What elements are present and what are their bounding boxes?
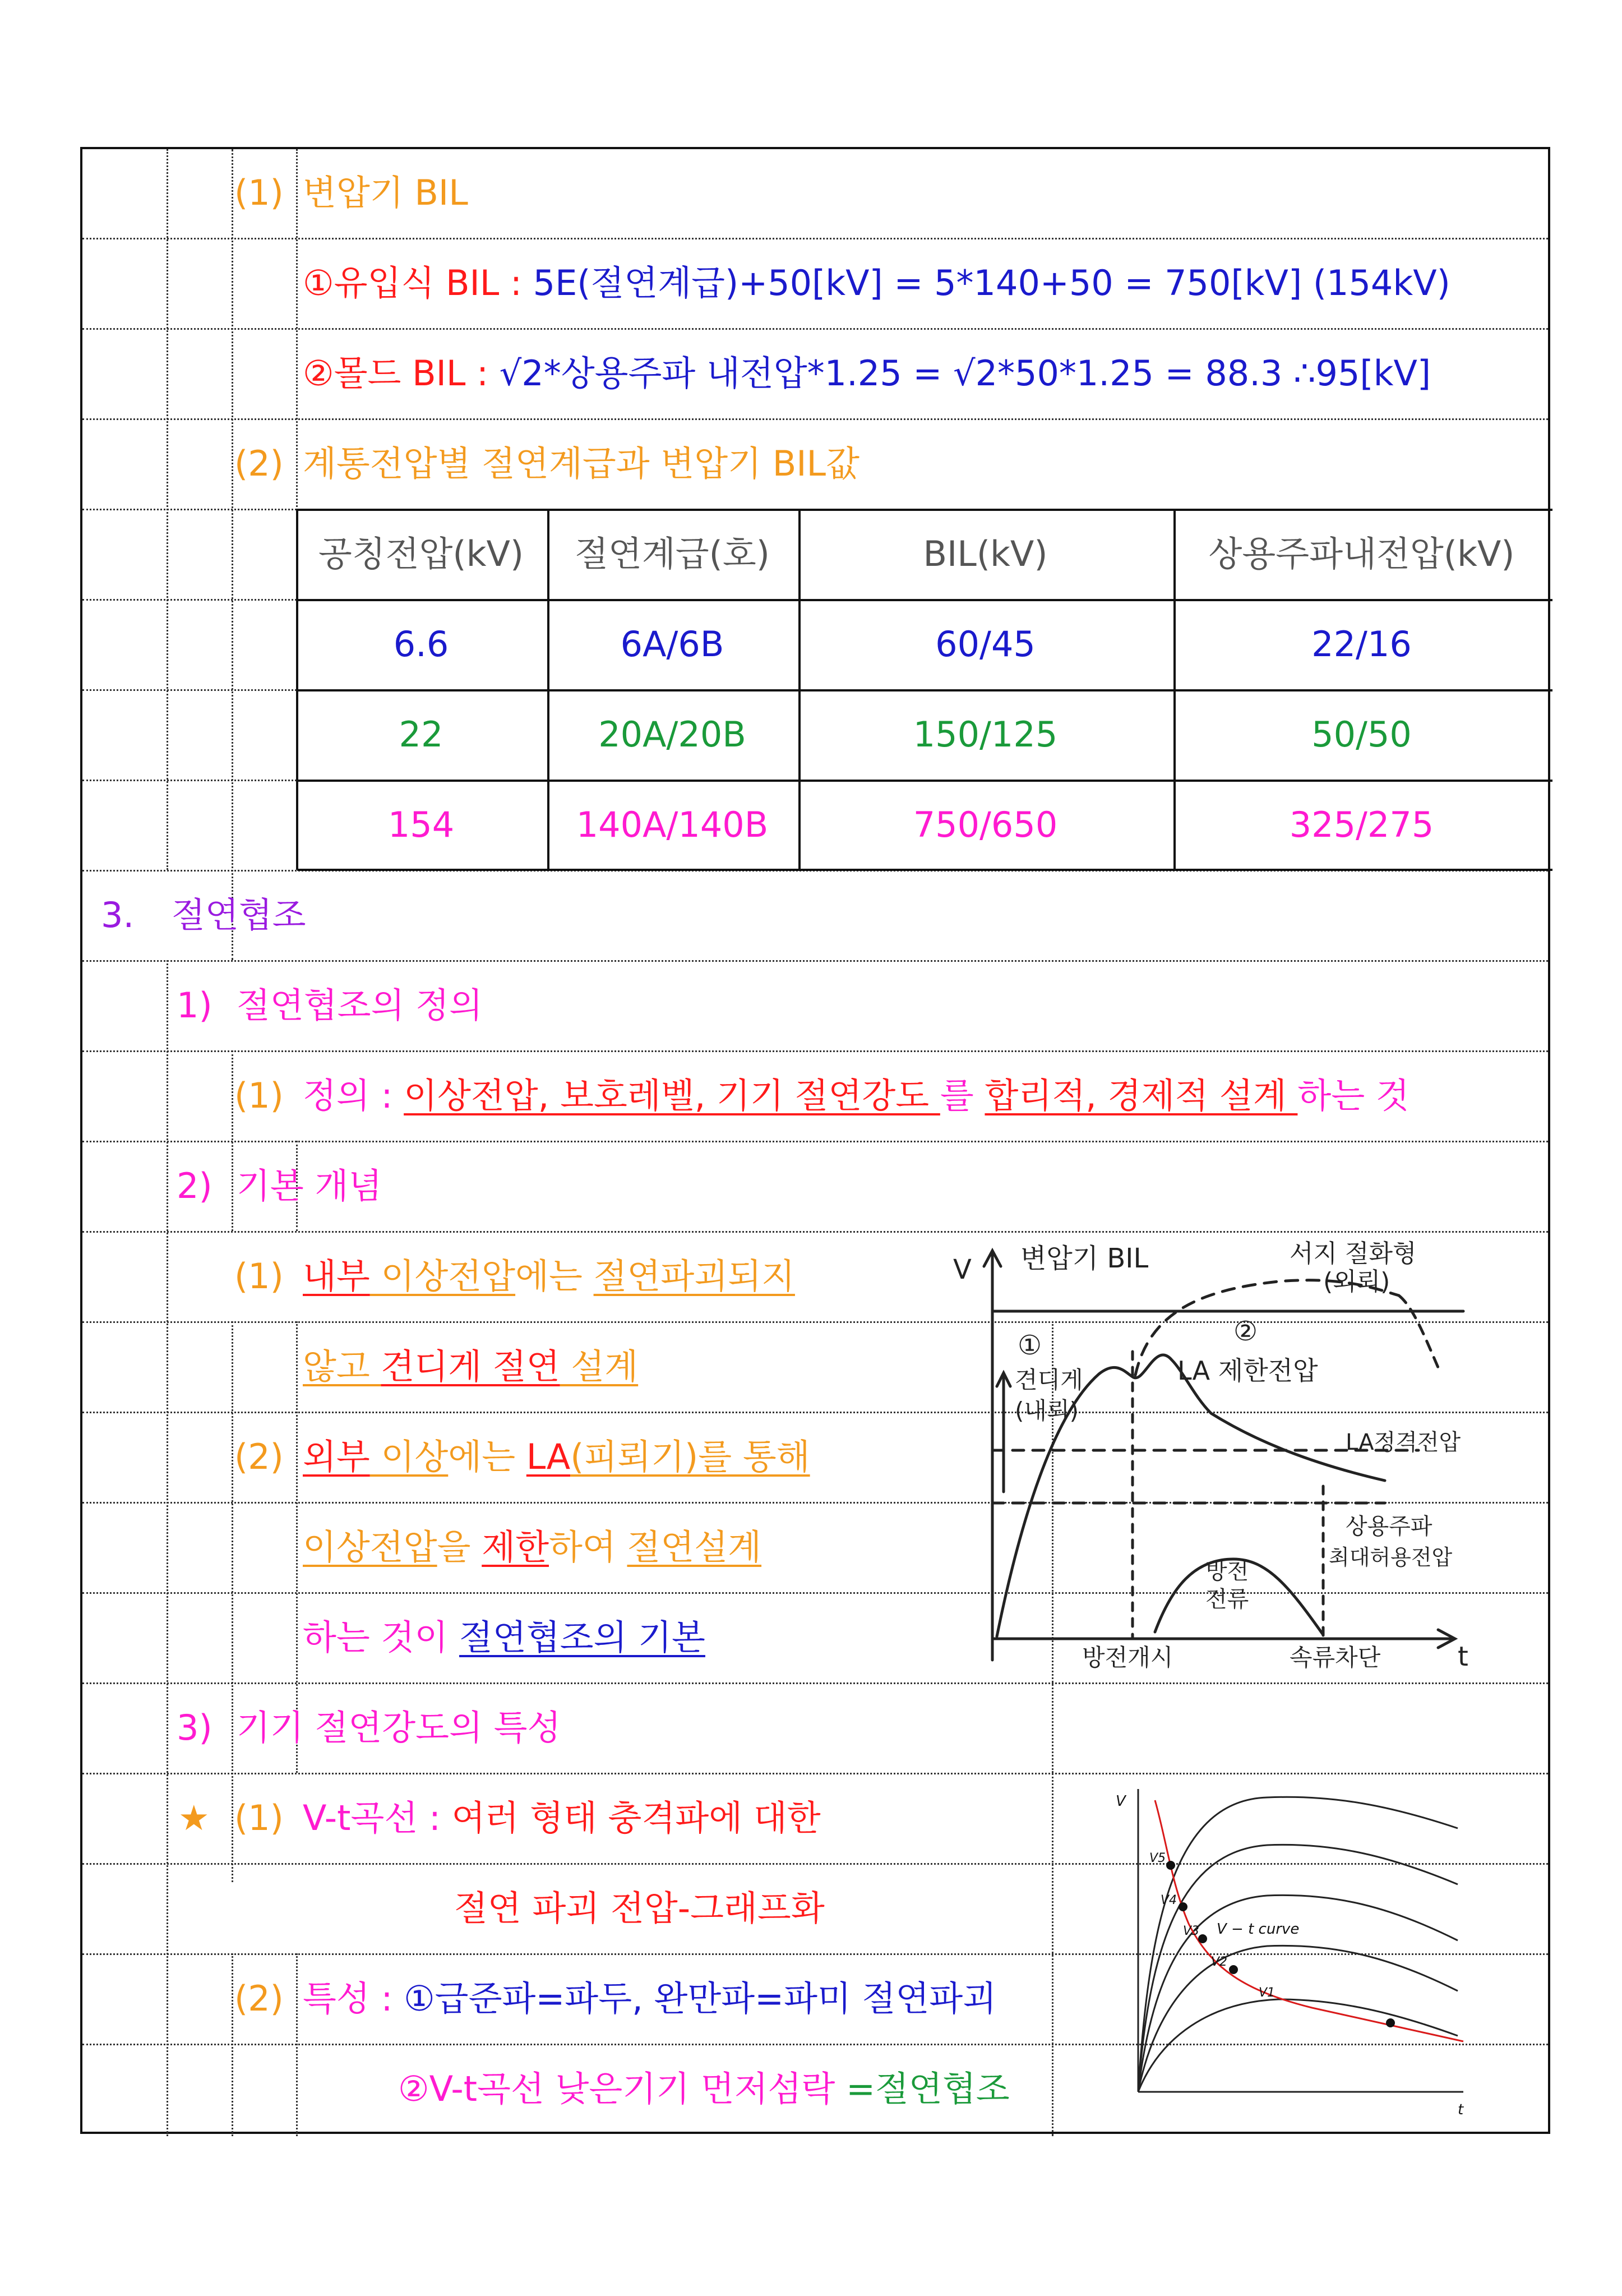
item-number: (1): [234, 172, 284, 213]
sketch-current: 방전: [1205, 1559, 1249, 1584]
vt-t-label: t: [1458, 2101, 1464, 2118]
definition-prefix: 정의 :: [303, 1075, 404, 1116]
vt-v-label: V: [1116, 1793, 1126, 1810]
concept-text: 설계: [560, 1346, 639, 1387]
subsection-number: 3): [177, 1707, 212, 1748]
vt-point-1: [1386, 2018, 1395, 2027]
vt-label-v3: V3: [1183, 1924, 1200, 1938]
mold-bil-formula: √2*상용주파 내전압*1.25 = √2*50*1.25 = 88.3 ∴95[kV]: [499, 353, 1431, 394]
sketch-la-limit: LA 제한전압: [1177, 1356, 1318, 1386]
vt-text: ①급준파=파두, 완만파=파미 절연파괴: [404, 1978, 997, 2019]
sketch-one: ①: [1018, 1330, 1042, 1361]
sketch-bil-label: 변압기 BIL: [1020, 1243, 1149, 1274]
subsection-number: 1): [177, 985, 212, 1026]
vt-text: 여러 형태 충격파에 대한: [451, 1797, 821, 1838]
sketch-withstand: 견디게: [1015, 1366, 1083, 1394]
subsection-number: 2): [177, 1165, 212, 1206]
concept-text: 이상전압: [303, 1527, 437, 1567]
definition-part4: 하는 것: [1297, 1075, 1410, 1116]
section-title-transformer-bil: 변압기 BIL: [303, 172, 468, 213]
vt-point-4: [1179, 1902, 1187, 1911]
vt-text: 특성 :: [303, 1978, 404, 2019]
sketch-v-label: V: [953, 1254, 972, 1285]
concept-line-3: [303, 1436, 810, 1477]
item-number: (1): [234, 1797, 284, 1838]
vt-curve-figure: [1099, 1772, 1480, 2126]
vt-label-v5: V5: [1149, 1851, 1166, 1865]
surge-coordination-sketch: [919, 1228, 1480, 1671]
vt-wave-1: [1138, 1999, 1458, 2092]
table-cell: 6.6: [393, 624, 449, 665]
item-number: (2): [234, 1978, 284, 2019]
concept-text: 이상전압: [369, 1256, 516, 1297]
concept-text: 절연파괴되지: [593, 1256, 795, 1297]
oil-bil-formula: 5E(절연계급)+50[kV] = 5*140+50 = 750[kV] (154kV): [533, 262, 1450, 303]
vt-wave-5: [1138, 1797, 1458, 2092]
concept-text: 이상: [369, 1436, 449, 1477]
table-cell: 150/125: [913, 714, 1058, 755]
sketch-surge-tail: [1399, 1295, 1441, 1374]
concept-line-2: [303, 1346, 639, 1387]
vt-point-5: [1166, 1861, 1175, 1870]
item-number: (2): [234, 443, 284, 484]
concept-text: 내부: [303, 1256, 370, 1297]
vt-point-3: [1198, 1934, 1207, 1943]
vt-line-4: [398, 2068, 1010, 2109]
sketch-outer-label: 서지 절화형: [1290, 1239, 1417, 1268]
table-cell: 20A/20B: [598, 714, 746, 755]
vt-line-2: 절연 파괴 전압-그래프화: [454, 1888, 825, 1929]
vt-wave-2: [1138, 1945, 1458, 2092]
table-header: 상용주파내전압(kV): [1208, 533, 1515, 574]
concept-text: LA: [526, 1436, 571, 1477]
table-header: 절연계급(호): [575, 533, 770, 574]
sketch-outer-label-2: (외뢰): [1323, 1267, 1390, 1296]
item-number: (1): [234, 1256, 284, 1297]
table-cell: 22: [399, 714, 443, 755]
vt-line-1: [303, 1797, 821, 1838]
sketch-la-rated: LA정격전압: [1346, 1430, 1461, 1455]
vt-text: ②V-t곡선 낮은기기 먼저섬락: [398, 2068, 847, 2109]
table-cell: 325/275: [1289, 804, 1434, 845]
subsection-title-definition: 절연협조의 정의: [237, 985, 483, 1026]
table-cell: 6A/6B: [620, 624, 724, 665]
section-title-insulation-coordination: 절연협조: [172, 895, 306, 935]
vt-text: V-t곡선 :: [303, 1797, 452, 1838]
sketch-inner: (내뢰): [1015, 1397, 1079, 1424]
sketch-freq-2: 최대허용전압: [1329, 1545, 1453, 1570]
definition-part3: 합리적, 경제적 설계: [985, 1075, 1298, 1116]
subsection-title-strength-characteristics: 기기 절연강도의 특성: [237, 1707, 561, 1748]
vt-label-v1: V1: [1259, 1986, 1276, 2000]
definition-part1: 이상전압, 보호레벨, 기기 절연강도: [404, 1075, 940, 1116]
vt-line-3: [303, 1978, 997, 2019]
table-cell: 154: [387, 804, 455, 845]
concept-text: 하는 것이: [303, 1617, 459, 1658]
vt-curve-red: [1155, 1800, 1463, 2041]
concept-text: 제한: [482, 1527, 549, 1567]
sketch-freq: 상용주파: [1346, 1514, 1432, 1539]
table-cell: 750/650: [913, 804, 1058, 845]
concept-text: 외부: [303, 1436, 370, 1477]
subsection-title-basic-concept: 기본 개념: [237, 1165, 382, 1206]
concept-text: 절연협조의 기본: [459, 1617, 705, 1658]
star-icon: ★: [178, 1797, 210, 1838]
oil-bil-line: [303, 262, 1450, 303]
table-cell: 50/50: [1311, 714, 1412, 755]
vt-label-v4: V4: [1161, 1893, 1177, 1907]
sketch-t-label: t: [1458, 1641, 1468, 1671]
concept-text: 않고: [303, 1346, 381, 1387]
mold-bil-line: [303, 353, 1431, 394]
mold-bil-label: ②몰드 BIL :: [303, 353, 500, 394]
table-cell: 60/45: [935, 624, 1036, 665]
table-header: BIL(kV): [923, 533, 1048, 574]
vt-point-2: [1229, 1965, 1238, 1974]
concept-line-1: [303, 1256, 795, 1297]
oil-bil-label: ①유입식 BIL :: [303, 262, 533, 303]
concept-line-5: [303, 1617, 705, 1658]
concept-text: 하여: [548, 1527, 627, 1567]
vt-wave-4: [1138, 1845, 1458, 2092]
sketch-cut-label: 속류차단: [1290, 1644, 1381, 1671]
concept-line-4: [303, 1527, 762, 1567]
vt-text: =절연협조: [846, 2068, 1010, 2109]
concept-text: 절연설계: [627, 1527, 762, 1567]
item-number: (1): [234, 1075, 284, 1116]
concept-text: 에는: [515, 1256, 594, 1297]
concept-text: 에는: [448, 1436, 526, 1477]
table-header: 공칭전압(kV): [318, 533, 524, 574]
concept-text: (피뢰기)를 통해: [570, 1436, 810, 1477]
definition-part2: 를: [940, 1075, 985, 1116]
sketch-current-2: 전류: [1205, 1587, 1249, 1612]
concept-text: 견디게 절연: [381, 1346, 560, 1387]
sketch-two: ②: [1233, 1316, 1258, 1347]
vt-curve-label: V − t curve: [1217, 1921, 1300, 1938]
table-cell: 140A/140B: [576, 804, 769, 845]
section-title-bil-table: 계통전압별 절연계급과 변압기 BIL값: [303, 443, 859, 484]
sketch-start-label: 방전개시: [1082, 1644, 1173, 1671]
definition-text: [303, 1075, 1410, 1116]
vt-label-v2: V2: [1211, 1955, 1228, 1969]
concept-text: 을: [437, 1527, 482, 1567]
table-cell: 22/16: [1311, 624, 1412, 665]
section-number: 3.: [101, 895, 135, 935]
item-number: (2): [234, 1436, 284, 1477]
